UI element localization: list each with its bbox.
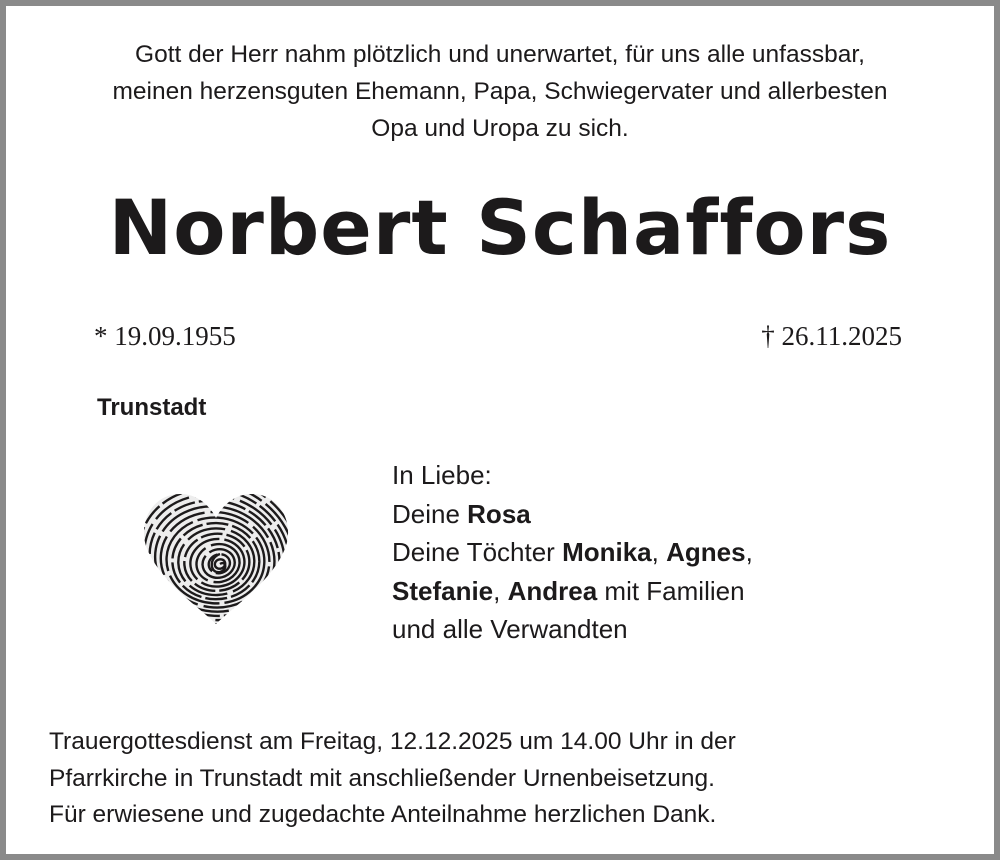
prefix-text: Deine Töchter bbox=[392, 537, 563, 567]
wife-name: Rosa bbox=[467, 498, 531, 529]
separator: , bbox=[651, 537, 667, 567]
service-info bbox=[49, 724, 736, 834]
birth-date: * 19.09.1955 bbox=[94, 321, 236, 351]
place-name: Trunstadt bbox=[97, 394, 207, 421]
death-date: † 26.11.2025 bbox=[761, 321, 902, 351]
mourners-heading: In Liebe: bbox=[392, 460, 492, 490]
service-line: Für erwiesene und zugedachte Anteilnahme herzlichen Dank. bbox=[49, 801, 717, 828]
fingerprint-heart-icon bbox=[140, 490, 292, 626]
service-line: Pfarrkirche in Trunstadt mit anschließender Urnenbeisetzung. bbox=[49, 764, 715, 792]
intro-line: Gott der Herr nahm plötzlich und unerwartet, für uns alle unfassbar, bbox=[135, 41, 865, 68]
daughter-name: Andrea bbox=[507, 575, 598, 606]
mourners-line-daughters-2 bbox=[392, 572, 753, 611]
daughter-name: Stefanie bbox=[392, 575, 494, 606]
service-line: Trauergottesdienst am Freitag, 12.12.2025 um 14.00 Uhr in der bbox=[49, 728, 736, 755]
separator: , bbox=[493, 575, 508, 606]
relatives-text: und alle Verwandten bbox=[392, 614, 628, 644]
daughter-name: Agnes bbox=[666, 537, 746, 567]
mourners-list bbox=[392, 456, 753, 649]
intro-line: meinen herzensguten Ehemann, Papa, Schwiegervater und allerbesten bbox=[112, 78, 888, 105]
families-text: mit Familien bbox=[597, 575, 745, 606]
daughter-name: Monika bbox=[562, 537, 652, 567]
mourners-line-daughters bbox=[392, 533, 753, 572]
prefix-text: Deine bbox=[392, 498, 468, 529]
deceased-name: Norbert Schaffors bbox=[108, 183, 892, 272]
intro-text bbox=[26, 36, 974, 147]
separator: , bbox=[745, 537, 753, 567]
mourners-line-wife bbox=[392, 495, 753, 534]
intro-line: Opa und Uropa zu sich. bbox=[371, 115, 629, 142]
